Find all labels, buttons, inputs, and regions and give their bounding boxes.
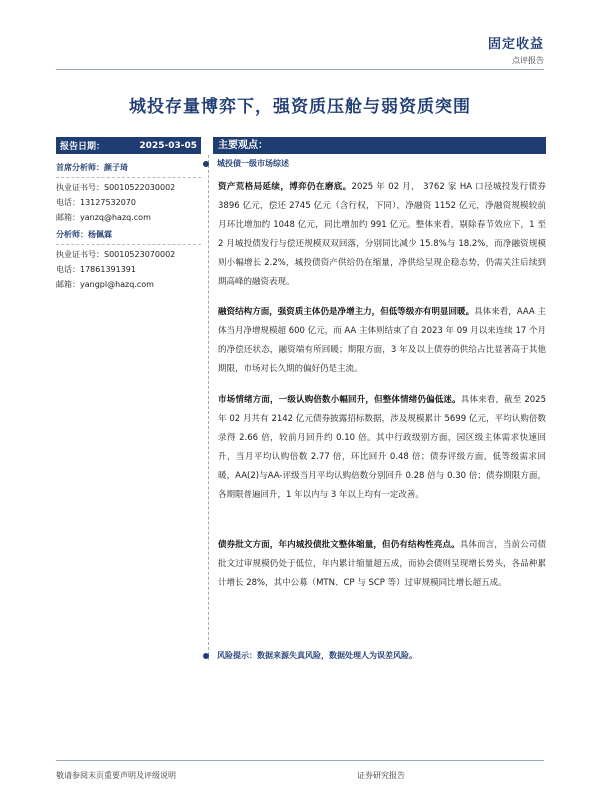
analyst-2-cert: 执业证书号：S0010523070002 (56, 250, 176, 259)
report-date-label: 报告日期： (60, 142, 106, 152)
paragraph-approval (218, 536, 546, 593)
analyst-1-phone: 电话：13127532070 (56, 198, 136, 207)
paragraph-supply (218, 178, 546, 292)
divider (56, 177, 201, 178)
header-divider (56, 69, 544, 70)
paragraph-text: 具体来看，AAA 主体当月净增规模超 600 亿元，而 AA 主体则结束了自 2023 年 09 月以来连续 17 个月的净偿还状态，融资端有所回暖；期限方面，3 年及以上债券的供给占比显著高于其他期限，市场对长久期的偏好仍是主流。 (218, 307, 546, 374)
risk-text: 风险提示：数据来源失真风险，数据处理人为误差风险。 (217, 651, 417, 660)
report-date-bar (56, 137, 201, 154)
analyst-panel (56, 137, 206, 290)
paragraph-lead: 资产荒格局延续，博弈仍在磨底。 (218, 182, 352, 192)
paragraph-lead: 市场情绪方面，一级认购倍数小幅回升，但整体情绪仍偏低迷。 (218, 395, 461, 405)
analyst-1-role: 首席分析师： (56, 163, 104, 172)
paragraph-text: 具体而言，当前公司债批文过审规模仍处于低位，年内累计缩量超五成，而协会债则呈现增长势头，各品种累计增长 28%，其中公募（MTN、CP 与 SCP 等）过审规模同比增长超五成。 (218, 540, 546, 588)
analyst-1-name: 颜子琦 (104, 163, 128, 172)
paragraph-lead: 债券批文方面，年内城投债批文整体缩量，但仍有结构性亮点。 (218, 540, 460, 550)
report-date-value: 2025-03-05 (139, 140, 197, 151)
footer-disclaimer: 敬请参阅末页重要声明及评级说明 (56, 771, 176, 780)
timeline-line (208, 155, 209, 660)
page-title: 城投存量博弈下，强资质压舱与弱资质突围 (129, 97, 471, 117)
analyst-1-heading (56, 162, 206, 173)
sub-heading-text: 城投债一级市场综述 (217, 159, 289, 168)
analyst-2-heading (56, 229, 206, 240)
risk-notice (203, 650, 417, 661)
paragraph-text: 具体来看，截至 2025 年 02 月共有 2142 亿元债券披露招标数据，涉及规模累计 5699 亿元，平均认购倍数录得 2.66 倍，较前月回升约 0.10 倍。其中行政级别方面，园区级主体需求快速回升，当月平均认购倍数 2.77 倍，环比回升 0.48 倍；债券评级方面，低等级需求回暖，AA(2)与AA-评级当月平均认购倍数分别回升 0.28 倍与 0.30 倍；债券期限方面，各期限普遍回升，1 年以内与 3 年以上均有一定改善。 (218, 395, 546, 500)
paragraph-text: 2025 年 02 月， 3762 家 HA 口径城投发行债券 3896 亿元，偿还 2745 亿元（含行权，下同），净融资 1152 亿元，净融资规模较前月环比增加约 1048 亿元，同比增加约 991 亿元。整体来看，剔除春节效应下，1 至 2 月城投债发行与偿还规模双双回落，分别同比减少 15.8%与 18.2%，而净融资规模则小幅增长 2.2%，城投债资产供给仍在缩量，净供给呈现企稳态势，仍需关注后续到期高峰的融资表现。 (218, 182, 546, 287)
bullet-dot-icon (203, 161, 209, 167)
analyst-2-role: 分析师： (56, 230, 88, 239)
bullet-dot-icon (203, 653, 209, 659)
section-title: 主要观点： (213, 137, 546, 154)
paragraph-sentiment (218, 391, 546, 505)
header-subtitle: 点评报告 (512, 56, 544, 65)
paragraph-structure (218, 303, 546, 379)
analyst-2-name: 杨佩霖 (88, 230, 112, 239)
footer-divider (56, 760, 544, 761)
header-title: 固定收益 (487, 37, 544, 52)
analyst-1-email[interactable]: 邮箱：yanzq@hazq.com (56, 213, 151, 222)
divider (56, 244, 201, 245)
analyst-1-cert: 执业证书号：S0010522030002 (56, 183, 176, 192)
sub-heading (203, 158, 289, 169)
analyst-2-phone: 电话：17861391391 (56, 265, 136, 274)
paragraph-lead: 融资结构方面，强资质主体仍是净增主力，但低等级亦有明显回暖。 (218, 307, 475, 317)
footer-report-type: 证券研究报告 (357, 771, 405, 780)
analyst-2-email[interactable]: 邮箱：yangpl@hazq.com (56, 280, 154, 289)
